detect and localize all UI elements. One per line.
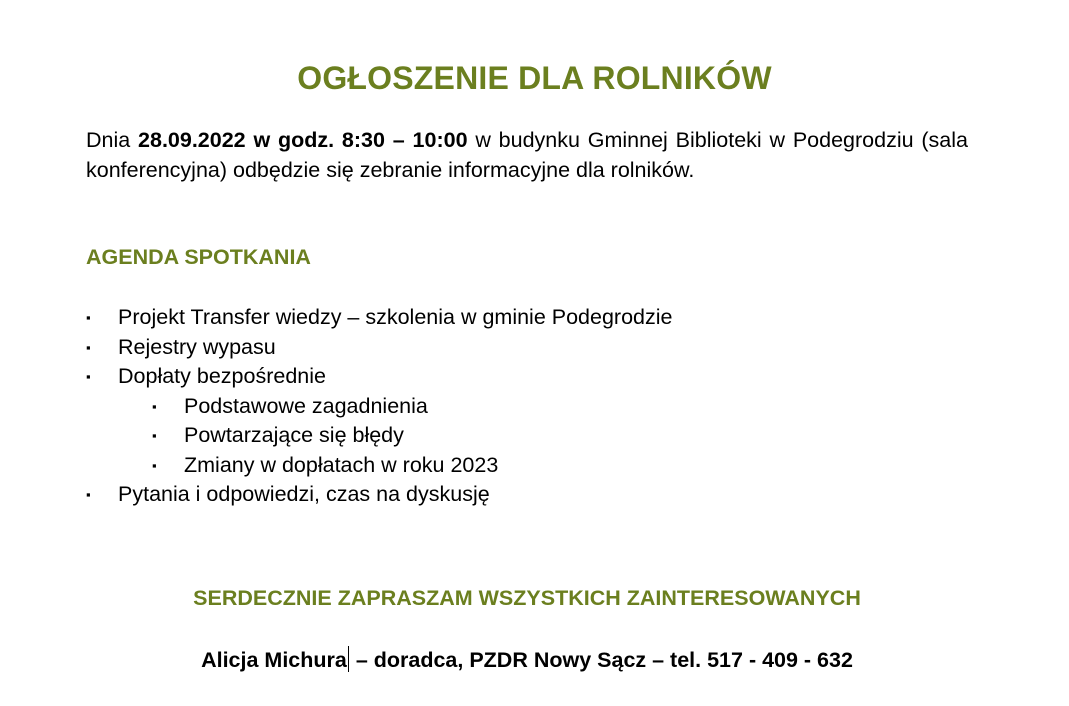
invitation-text: SERDECZNIE ZAPRASZAM WSZYSTKICH ZAINTERESOWANYCH [193,586,861,610]
bullet-icon: ▪ [86,339,91,355]
bullet-icon: ▪ [152,457,157,473]
agenda-item-label: Rejestry wypasu [118,334,276,359]
agenda-subitem [86,421,673,451]
signature-line [0,646,1054,673]
agenda-subitem-label: Podstawowe zagadnienia [184,393,428,418]
intro-text-3: w budynku Gminnej Biblioteki w Podegrodziu (sala konferencyjna) odbędzie się zebranie informacyjne dla rolników. [86,128,968,182]
agenda-item [86,362,673,392]
author-details: – doradca, PZDR Nowy Sącz – tel. 517 - 409 - 632 [349,648,853,672]
agenda-list [86,303,673,510]
bullet-icon: ▪ [152,428,157,443]
agenda-item-label: Projekt Transfer wiedzy – szkolenia w gminie Podegrodzie [118,305,673,329]
agenda-item-label: Pytania i odpowiedzi, czas na dyskusję [118,482,490,506]
bullet-icon: ▪ [152,398,157,414]
meeting-time: w godz. 8:30 – 10:00 [253,128,468,152]
agenda-item [86,303,673,333]
agenda-item-label: Dopłaty bezpośrednie [118,364,326,388]
agenda-item [86,333,673,363]
agenda-subitem [86,392,673,422]
bullet-icon: ▪ [86,310,91,325]
agenda-subitem [86,451,673,481]
intro-text-1: Dnia [86,128,139,152]
agenda-heading: AGENDA SPOTKANIA [86,245,311,269]
intro-paragraph [86,125,968,185]
agenda-subitem-label: Zmiany w dopłatach w roku 2023 [184,452,499,477]
author-name: Alicja Michura [201,648,347,672]
bullet-icon: ▪ [86,369,91,384]
page-title: OGŁOSZENIE DLA ROLNIKÓW [297,60,772,96]
text-cursor [348,646,349,672]
agenda-item [86,480,673,510]
bullet-icon: ▪ [86,487,91,502]
meeting-date: 28.09.2022 [138,128,246,152]
agenda-subitem-label: Powtarzające się błędy [184,423,404,447]
